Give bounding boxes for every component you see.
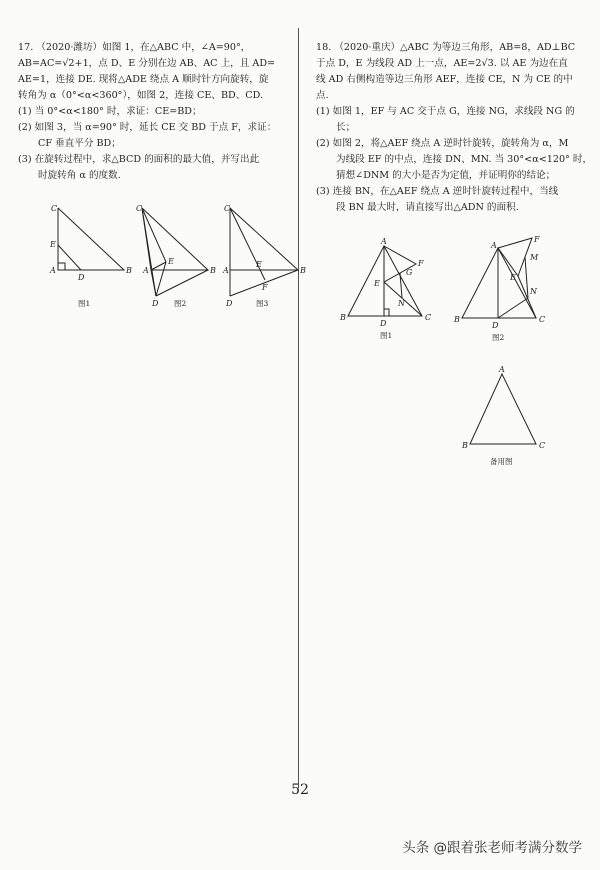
- problem-18-line: 线 AD 右侧构造等边三角形 AEF，连接 CE，N 为 CE 的中: [316, 74, 573, 85]
- svg-text:B: B: [454, 315, 460, 324]
- svg-text:N: N: [530, 287, 537, 296]
- svg-text:A: A: [50, 266, 56, 275]
- svg-text:N: N: [398, 299, 405, 308]
- svg-text:F: F: [418, 259, 424, 268]
- svg-text:B: B: [210, 266, 216, 275]
- problem-18-part3-cont: 段 BN 最大时，请直接写出△ADN 的面积.: [336, 202, 519, 213]
- svg-text:A: A: [381, 237, 387, 246]
- svg-text:A: A: [143, 266, 149, 275]
- problem-17-line: AB=AC=√2+1，点 D、E 分别在边 AB、AC 上，且 AD=: [18, 58, 276, 69]
- problem-18: [316, 40, 593, 216]
- svg-text:E: E: [256, 260, 262, 269]
- problem-18-part3: (3) 连接 BN，在△AEF 绕点 A 逆时针旋转过程中，当线: [316, 186, 559, 197]
- svg-text:A: A: [491, 241, 497, 250]
- svg-text:C: C: [539, 441, 546, 450]
- svg-text:C: C: [539, 315, 546, 324]
- problem-17-part1: (1) 当 0°<α<180° 时，求证：CE=BD；: [18, 106, 202, 117]
- svg-text:D: D: [152, 299, 159, 308]
- problem-17-part3: (3) 在旋转过程中，求△BCD 的面积的最大值，并写出此: [18, 154, 260, 165]
- svg-text:C: C: [136, 204, 143, 213]
- problem-17: [18, 40, 278, 184]
- problem-17-line: AE=1，连接 DE. 现将△ADE 绕点 A 顺时针方向旋转，旋: [18, 74, 269, 85]
- p17-figure-1: [44, 200, 134, 310]
- p17-fig2-caption: 图2: [174, 299, 187, 308]
- problem-17-part2: (2) 如图 3，当 α=90° 时，延长 CE 交 BD 于点 F，求证：: [18, 122, 277, 133]
- watermark: 头条 @跟着张老师考满分数学: [402, 840, 582, 856]
- svg-text:M: M: [530, 253, 539, 262]
- problem-18-line: 18. （2020·重庆）△ABC 为等边三角形，AB=8，AD⊥BC: [316, 42, 576, 53]
- page-number: 52: [291, 782, 309, 798]
- svg-text:C: C: [425, 313, 432, 322]
- problem-18-part1-cont: 长；: [336, 122, 356, 133]
- p17-fig3-caption: 图3: [256, 299, 269, 308]
- svg-text:B: B: [340, 313, 346, 322]
- svg-text:D: D: [380, 319, 387, 328]
- svg-text:F: F: [534, 235, 540, 244]
- svg-text:B: B: [126, 266, 132, 275]
- problem-17-part3-cont: 时旋转角 α 的度数.: [38, 170, 121, 181]
- svg-text:C: C: [224, 204, 231, 213]
- problem-18-line: 点.: [316, 90, 329, 101]
- p18-fig2-caption: 图2: [492, 333, 505, 342]
- problem-17-line: 17. （2020·潍坊）如图 1，在△ABC 中，∠A=90°，: [18, 42, 251, 53]
- svg-text:D: D: [492, 321, 499, 330]
- svg-text:F: F: [262, 283, 268, 292]
- p18-fig1-caption: 图1: [380, 331, 393, 340]
- svg-text:E: E: [168, 257, 174, 266]
- problem-18-part2-cont: 猜想∠DNM 的大小是否为定值，并证明你的结论；: [336, 170, 556, 181]
- svg-text:E: E: [50, 240, 56, 249]
- svg-text:G: G: [406, 268, 413, 277]
- p17-figure-3: [222, 200, 312, 310]
- problem-18-part1: (1) 如图 1，EF 与 AC 交于点 G，连接 NG，求线段 NG 的: [316, 106, 575, 117]
- svg-text:A: A: [499, 365, 505, 374]
- svg-text:D: D: [78, 273, 85, 282]
- p17-fig1-caption: 图1: [78, 299, 91, 308]
- p18-figure-2: [452, 232, 557, 342]
- p18-figure-spare: [460, 364, 550, 469]
- svg-text:A: A: [223, 266, 229, 275]
- svg-text:B: B: [462, 441, 468, 450]
- svg-text:B: B: [300, 266, 306, 275]
- problem-18-line: 于点 D，E 为线段 AD 上一点，AE=2√3. 以 AE 为边在直: [316, 58, 568, 69]
- svg-text:E: E: [510, 273, 516, 282]
- p17-figure-2: [132, 200, 222, 310]
- problem-17-part2-cont: CF 垂直平分 BD；: [38, 138, 121, 149]
- svg-text:C: C: [51, 204, 58, 213]
- problem-18-part2: (2) 如图 2，将△AEF 绕点 A 逆时针旋转，旋转角为 α，M: [316, 138, 569, 149]
- problem-17-line: 转角为 α（0°<α<360°），如图 2，连接 CE、BD、CD.: [18, 90, 264, 101]
- p18-figure-1: [338, 238, 443, 343]
- column-divider: [298, 28, 299, 788]
- problem-18-part2-cont: 为线段 EF 的中点，连接 DN、MN. 当 30°<α<120° 时，: [336, 154, 593, 165]
- svg-text:D: D: [226, 299, 233, 308]
- svg-text:E: E: [374, 279, 380, 288]
- p18-spare-caption: 备用图: [490, 457, 513, 466]
